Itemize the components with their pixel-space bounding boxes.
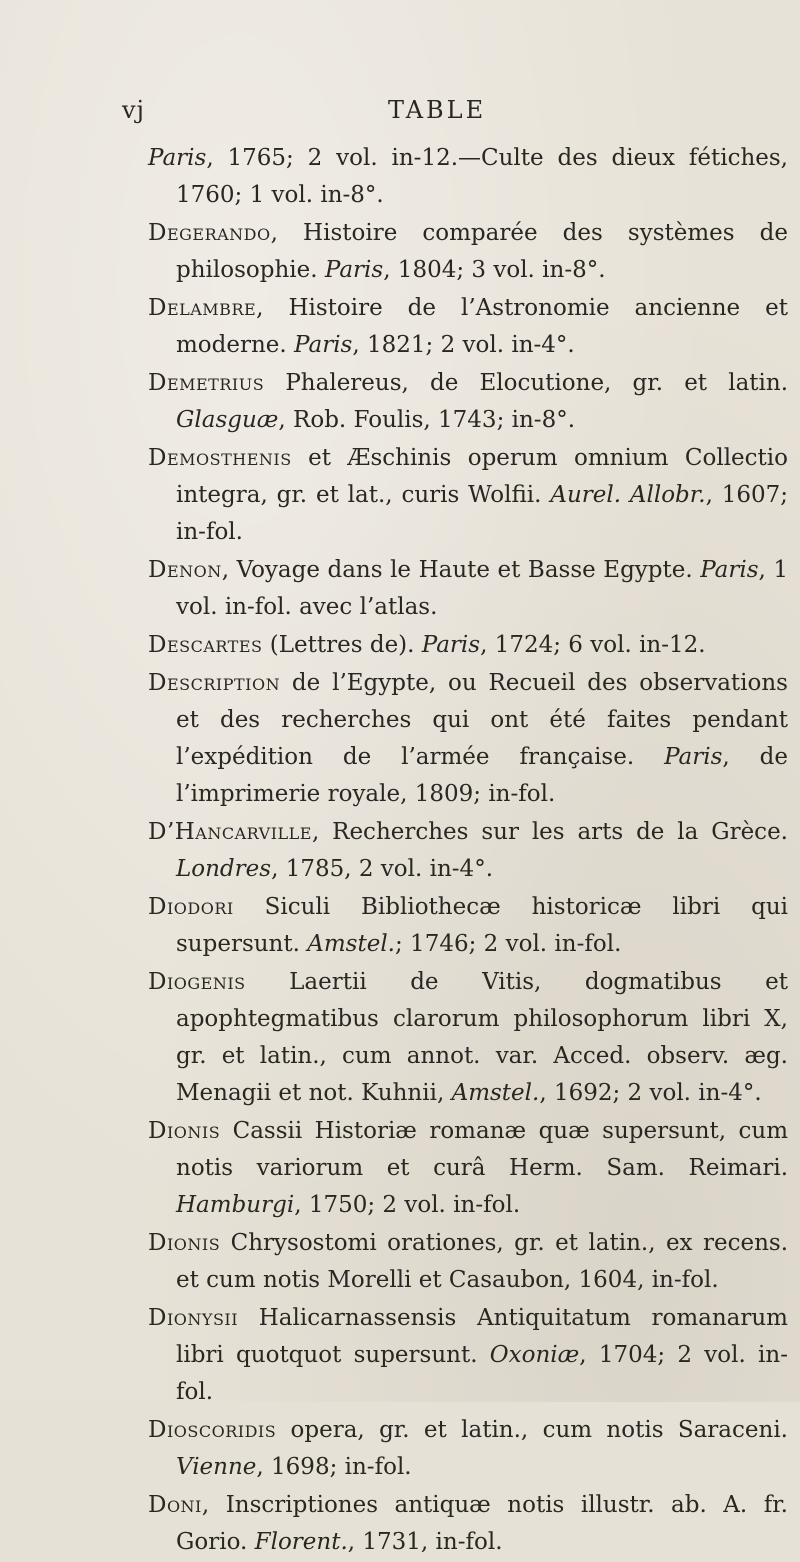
entry-place: Paris — [700, 557, 759, 583]
entry-place: Londres — [176, 856, 272, 882]
entry-author: Dionis — [148, 1230, 221, 1256]
entry-author: Description — [148, 670, 281, 696]
entry-details: , 1724; 6 vol. in-12. — [480, 632, 706, 658]
entry-author: Demetrius — [148, 370, 265, 396]
entry-details: , 1765; 2 vol. in-12.—Culte des dieux fétiches, 1760; 1 vol. in-8°. — [176, 145, 788, 208]
entry-author: Dionysii — [148, 1305, 239, 1331]
entry-details: , 1785, 2 vol. in-4°. — [271, 856, 494, 882]
entry-place: Paris — [664, 744, 723, 770]
entry-place: Paris — [294, 332, 353, 358]
page-number: vj — [122, 96, 145, 124]
entry-title: Laertii de Vitis, dogmatibus et apophtegmatibus clarorum philosophorum libri X, gr. et latin., cum annot. var. Acced. observ. æg. Menagii et not. Kuhnii, — [176, 969, 788, 1106]
entry-details: , 1698; in-fol. — [256, 1454, 412, 1480]
entry-place: Amstel. — [307, 931, 395, 957]
entry-title: (Lettres de). — [262, 632, 422, 658]
entry-title: , Voyage dans le Haute et Basse Egypte. — [221, 557, 701, 583]
bibliography-entry — [148, 964, 788, 1112]
entry-place: Amstel. — [451, 1080, 540, 1106]
entry-author: Doni — [148, 1492, 202, 1518]
entry-details: , 1692; 2 vol. in-4°. — [539, 1080, 762, 1106]
entry-place: Hamburgi — [176, 1192, 295, 1218]
bibliography-entry — [148, 1113, 788, 1224]
entry-title: Halicarnassensis Antiquitatum romanarum libri quotquot supersunt. — [176, 1305, 788, 1368]
entry-details: , 1804; 3 vol. in-8°. — [383, 257, 606, 283]
entry-place: Paris — [324, 257, 384, 283]
bibliography-entry — [148, 1487, 788, 1561]
entry-author: D’Hancarville — [148, 819, 312, 845]
entry-author: Dioscoridis — [148, 1417, 277, 1443]
entry-details: , 1750; 2 vol. in-fol. — [294, 1192, 521, 1218]
bibliography-entry — [148, 215, 788, 289]
entry-place: Paris — [421, 632, 481, 658]
entry-details: , Rob. Foulis, 1743; in-8°. — [278, 407, 576, 433]
bibliography-entry — [148, 440, 788, 551]
entry-author: Delambre — [148, 295, 257, 321]
entry-details: , 1704; 2 vol. in-fol. — [176, 1342, 788, 1405]
entry-author: Demosthenis — [148, 445, 292, 471]
entry-author: Denon — [148, 557, 222, 583]
bibliography-entry — [148, 1300, 788, 1411]
bibliography-entry — [148, 665, 788, 813]
entry-details: , 1607; in-fol. — [176, 482, 789, 545]
entry-place: Vienne — [176, 1454, 257, 1480]
bibliography-entry — [148, 1225, 788, 1299]
bibliography-entry — [148, 1412, 788, 1486]
entry-author: Diogenis — [148, 969, 246, 995]
bibliography-entry — [148, 365, 788, 439]
entry-author: Descartes — [148, 632, 263, 658]
running-title: TABLE — [388, 96, 487, 124]
entry-author: Dionis — [148, 1118, 221, 1144]
entry-place: Glasguæ — [176, 407, 279, 433]
entry-details: , 1 vol. in-fol. avec l’atlas. — [176, 557, 788, 620]
bibliography-entry — [148, 627, 788, 664]
entry-title: de l’Egypte, ou Recueil des observations et des recherches qui ont été faites pendant l’expédition de l’armée française. — [176, 670, 788, 770]
entry-place: Paris — [148, 145, 207, 171]
bibliography-entry — [148, 140, 788, 214]
entry-place: Aurel. Allobr. — [550, 482, 706, 508]
entry-place: Oxoniæ — [489, 1342, 580, 1368]
bibliography-entry — [148, 290, 788, 364]
bibliography-entry — [148, 889, 788, 963]
entry-title: , Histoire comparée des systèmes de philosophie. — [176, 220, 788, 283]
bibliography-entry — [148, 814, 788, 888]
entry-place: Florent. — [254, 1529, 348, 1555]
entry-details: ; 1746; 2 vol. in-fol. — [395, 931, 622, 957]
bibliography-entry — [148, 552, 788, 626]
entry-title: Phalereus, de Elocutione, gr. et latin. — [264, 370, 788, 396]
entry-title: et Æschinis operum omnium Collectio integra, gr. et lat., curis Wolfii. — [176, 445, 788, 508]
entry-title: Siculi Bibliothecæ historicæ libri qui supersunt. — [176, 894, 788, 957]
entry-author: Degerando — [148, 220, 271, 246]
entry-title: opera, gr. et latin., cum notis Saraceni. — [276, 1417, 788, 1443]
entry-title: , Recherches sur les arts de la Grèce. — [311, 819, 788, 845]
entry-details: , 1731, in-fol. — [347, 1529, 503, 1555]
entry-title: Chrysostomi orationes, gr. et latin., ex recens. et cum notis Morelli et Casaubon, 1604, in-fol. — [176, 1230, 788, 1293]
entry-title: , Histoire de l’Astronomie ancienne et moderne. — [176, 295, 788, 358]
entry-title: Cassii Historiæ romanæ quæ supersunt, cum notis variorum et curâ Herm. Sam. Reimari. — [176, 1118, 788, 1181]
bibliography-list — [148, 140, 788, 1562]
entry-author: Diodori — [148, 894, 234, 920]
entry-title: , Inscriptiones antiquæ notis illustr. ab. A. fr. Gorio. — [176, 1492, 788, 1555]
entry-details: , 1821; 2 vol. in-4°. — [352, 332, 575, 358]
entry-details: , de l’imprimerie royale, 1809; in-fol. — [176, 744, 788, 807]
